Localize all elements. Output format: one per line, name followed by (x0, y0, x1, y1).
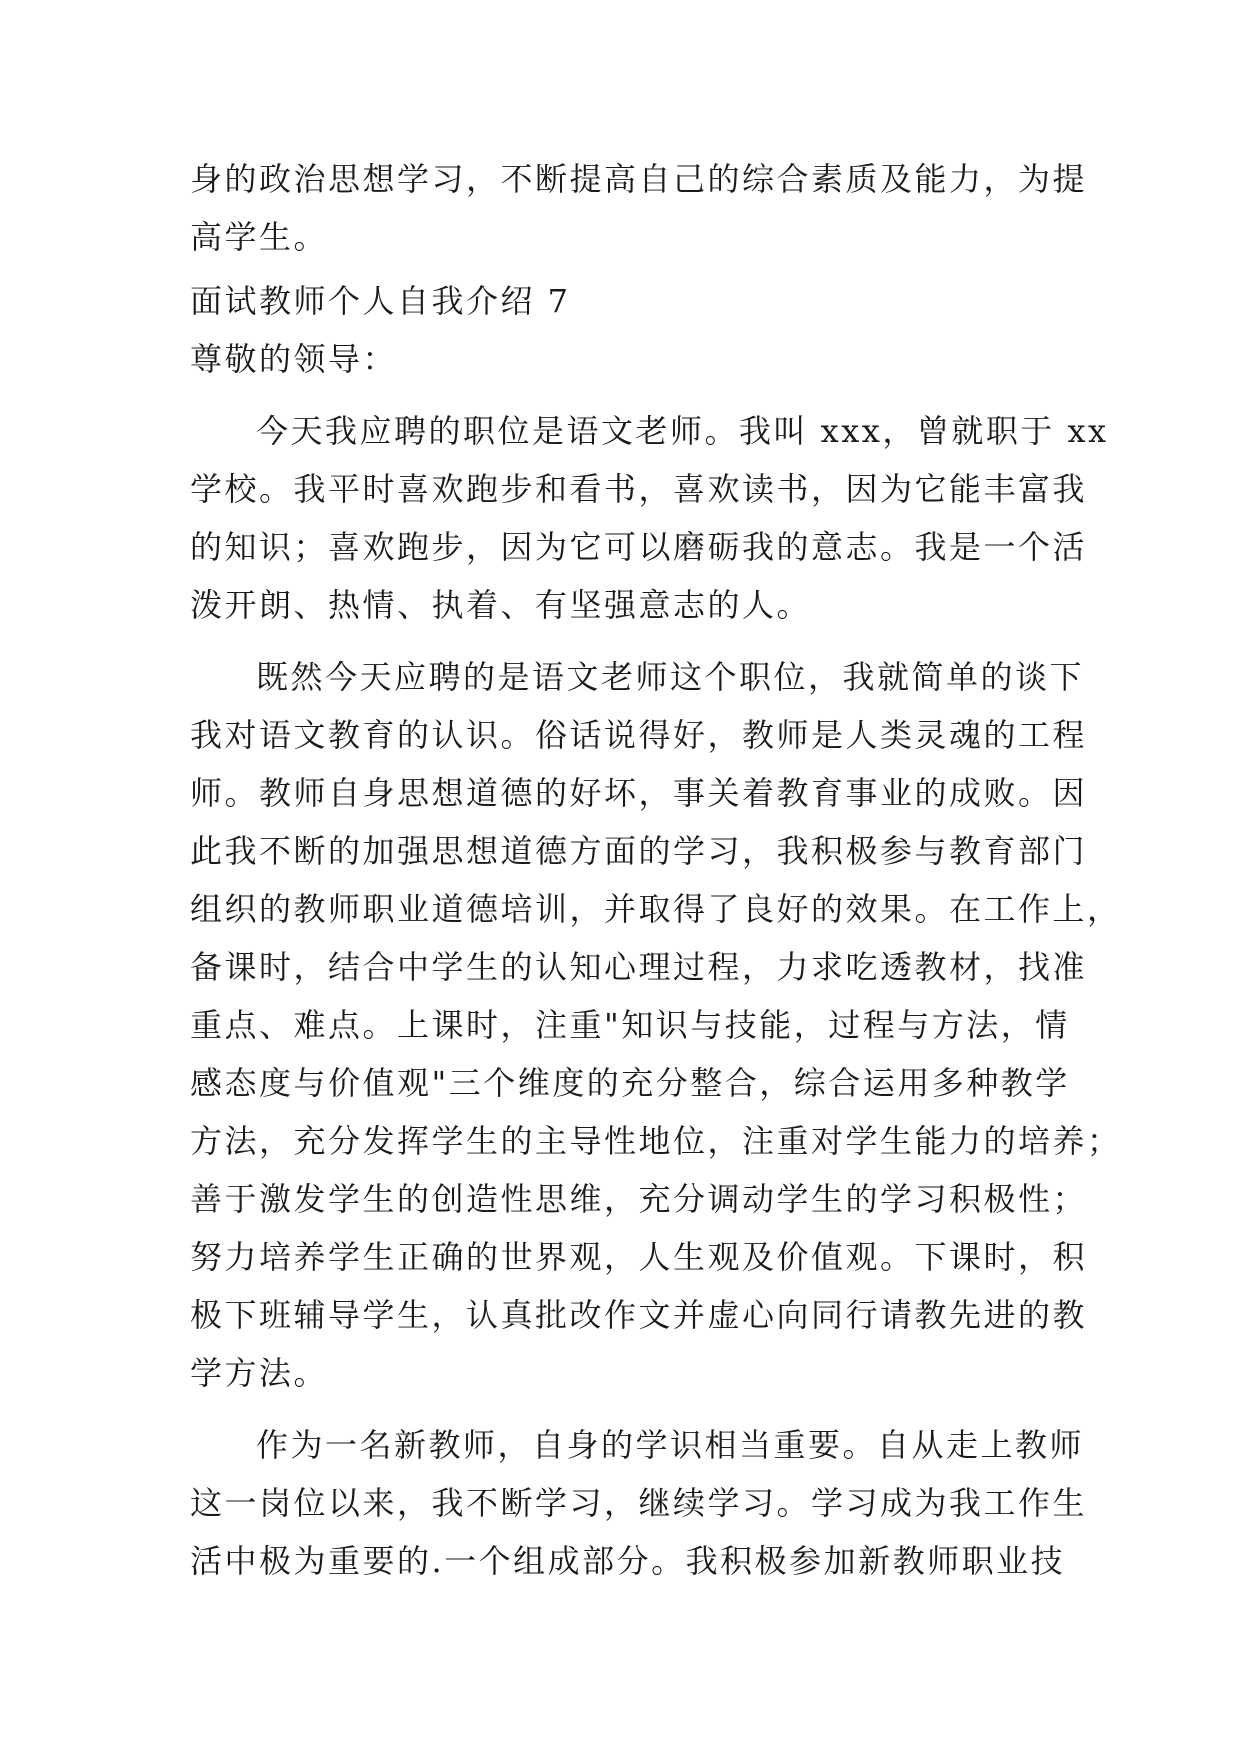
paragraph-line: 今天我应聘的职位是语文老师。我叫 xxx，曾就职于 xx (256, 412, 1109, 450)
paragraph-line: 高学生。 (190, 218, 329, 256)
salutation: 尊敬的领导： (190, 340, 398, 378)
section-title: 面试教师个人自我介绍 7 (190, 282, 571, 320)
paragraph-line: 备课时，结合中学生的认知心理过程，力求吃透教材，找准 (190, 948, 1088, 986)
paragraph-line: 泼开朗、热情、执着、有坚强意志的人。 (190, 586, 812, 624)
paragraph-line: 作为一名新教师，自身的学识相当重要。自从走上教师 (256, 1426, 1085, 1464)
paragraph-line: 身的政治思想学习，不断提高自己的综合素质及能力，为提 (190, 160, 1088, 198)
paragraph-3 (190, 1416, 1088, 1590)
paragraph-line: 此我不断的加强思想道德方面的学习，我积极参与教育部门 (190, 832, 1088, 870)
paragraph-line: 活中极为重要的.一个组成部分。我积极参加新教师职业技 (190, 1542, 1066, 1580)
paragraph-line: 组织的教师职业道德培训，并取得了良好的效果。在工作上， (190, 890, 1122, 928)
paragraph-line: 方法，充分发挥学生的主导性地位，注重对学生能力的培养； (190, 1122, 1122, 1160)
carry-over-paragraph (190, 150, 1088, 266)
paragraph-line: 这一岗位以来，我不断学习，继续学习。学习成为我工作生 (190, 1484, 1088, 1522)
paragraph-line: 学方法。 (190, 1354, 329, 1392)
paragraph-line: 师。教师自身思想道德的好坏，事关着教育事业的成败。因 (190, 774, 1088, 812)
paragraph-line: 我对语文教育的认识。俗话说得好，教师是人类灵魂的工程 (190, 716, 1088, 754)
paragraph-line: 重点、难点。上课时，注重"知识与技能，过程与方法，情 (190, 1006, 1070, 1044)
paragraph-line: 学校。我平时喜欢跑步和看书，喜欢读书，因为它能丰富我 (190, 470, 1088, 508)
paragraph-line: 感态度与价值观"三个维度的充分整合，综合运用多种教学 (190, 1064, 1070, 1102)
paragraph-2 (190, 648, 1122, 1402)
document-body (190, 150, 1122, 1590)
paragraph-1 (190, 402, 1109, 634)
paragraph-line: 的知识；喜欢跑步，因为它可以磨砺我的意志。我是一个活 (190, 528, 1088, 566)
paragraph-line: 善于激发学生的创造性思维，充分调动学生的学习积极性； (190, 1180, 1088, 1218)
paragraph-line: 努力培养学生正确的世界观，人生观及价值观。下课时，积 (190, 1238, 1088, 1276)
paragraph-line: 既然今天应聘的是语文老师这个职位，我就简单的谈下 (256, 658, 1085, 696)
paragraph-line: 极下班辅导学生，认真批改作文并虚心向同行请教先进的教 (190, 1296, 1088, 1334)
